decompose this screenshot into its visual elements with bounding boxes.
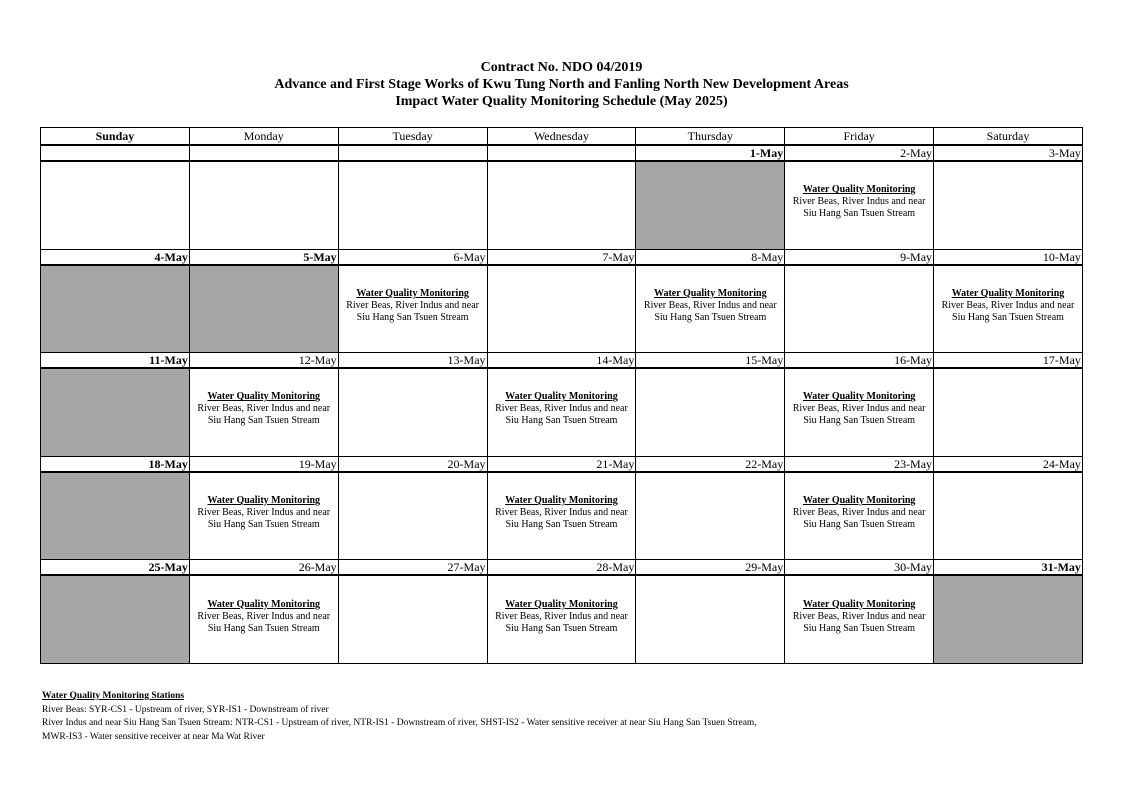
event-location: Siu Hang San Tsuen Stream — [505, 415, 618, 427]
day-cell — [785, 368, 934, 456]
day-cell — [636, 265, 785, 353]
event-location: River Beas, River Indus and near — [792, 196, 926, 208]
date-cell: 31-May — [934, 560, 1083, 576]
date-cell: 3-May — [934, 145, 1083, 161]
event-location: Siu Hang San Tsuen Stream — [505, 622, 618, 634]
date-cell: 30-May — [785, 560, 934, 576]
day-cell-no-work — [41, 368, 190, 456]
date-cell: 20-May — [338, 456, 487, 472]
event-location: River Beas, River Indus and near — [197, 610, 331, 622]
date-cell: 21-May — [487, 456, 636, 472]
weekday-monday: Monday — [189, 128, 338, 146]
date-cell: 16-May — [785, 353, 934, 369]
date-cell: 15-May — [636, 353, 785, 369]
date-cell: 14-May — [487, 353, 636, 369]
event-location: River Beas, River Indus and near — [346, 299, 479, 311]
day-cell — [785, 161, 934, 249]
date-cell: 25-May — [41, 560, 190, 576]
event-location: Siu Hang San Tsuen Stream — [207, 519, 320, 531]
event-location: River Beas, River Indus and near — [792, 507, 926, 519]
monitoring-event — [785, 391, 933, 433]
day-cell — [487, 368, 636, 456]
day-cell — [934, 265, 1083, 353]
date-cell: 17-May — [934, 353, 1083, 369]
date-cell: 4-May — [41, 249, 190, 265]
event-title: Water Quality Monitoring — [505, 598, 618, 610]
monitoring-event — [339, 288, 487, 330]
day-cell — [189, 368, 338, 456]
date-cell — [487, 145, 636, 161]
event-title: Water Quality Monitoring — [356, 287, 469, 299]
weekday-saturday: Saturday — [934, 128, 1083, 146]
day-cell — [338, 575, 487, 663]
date-cell — [338, 145, 487, 161]
week-row — [41, 265, 1083, 353]
day-cell — [487, 265, 636, 353]
date-cell: 2-May — [785, 145, 934, 161]
event-location: Siu Hang San Tsuen Stream — [803, 519, 916, 531]
day-cell — [338, 265, 487, 353]
week-row — [41, 161, 1083, 249]
day-cell — [189, 161, 338, 249]
event-title: Water Quality Monitoring — [951, 287, 1065, 299]
event-title: Water Quality Monitoring — [802, 184, 916, 196]
monitoring-event — [190, 495, 338, 537]
date-cell — [41, 145, 190, 161]
day-cell — [636, 472, 785, 560]
monitoring-event — [785, 184, 933, 226]
weekday-header-row — [41, 128, 1083, 146]
legend-line: River Indus and near Siu Hang San Tsuen Stream: NTR-CS1 - Upstream of river, NTR-IS1 - Downstream of river, SHST-IS2 - Water sensitive receiver at near Siu Hang San Tsuen Stream, — [42, 718, 757, 728]
event-title: Water Quality Monitoring — [654, 287, 767, 299]
event-title: Water Quality Monitoring — [505, 495, 618, 507]
event-location: Siu Hang San Tsuen Stream — [803, 208, 916, 220]
day-cell — [636, 575, 785, 663]
date-cell: 7-May — [487, 249, 636, 265]
event-title: Water Quality Monitoring — [207, 598, 321, 610]
event-location: Siu Hang San Tsuen Stream — [505, 519, 618, 531]
day-cell — [487, 472, 636, 560]
monitoring-event — [190, 391, 338, 433]
date-cell: 23-May — [785, 456, 934, 472]
day-cell — [785, 265, 934, 353]
day-cell — [487, 575, 636, 663]
weekday-thursday: Thursday — [636, 128, 785, 146]
date-row — [41, 353, 1083, 369]
event-location: River Beas, River Indus and near — [495, 507, 628, 519]
project-title: Advance and First Stage Works of Kwu Tung North and Fanling North New Development Areas — [274, 77, 849, 92]
day-cell-no-work — [189, 265, 338, 353]
event-location: River Beas, River Indus and near — [792, 610, 926, 622]
date-row — [41, 456, 1083, 472]
event-location: Siu Hang San Tsuen Stream — [803, 622, 916, 634]
event-title: Water Quality Monitoring — [802, 391, 916, 403]
day-cell — [189, 472, 338, 560]
event-location: Siu Hang San Tsuen Stream — [654, 311, 767, 323]
date-cell: 26-May — [189, 560, 338, 576]
date-cell: 10-May — [934, 249, 1083, 265]
legend-heading: Water Quality Monitoring Stations — [42, 691, 185, 701]
event-title: Water Quality Monitoring — [802, 495, 916, 507]
event-location: River Beas, River Indus and near — [643, 299, 777, 311]
date-row — [41, 145, 1083, 161]
weekday-wednesday: Wednesday — [487, 128, 636, 146]
day-cell — [189, 575, 338, 663]
event-location: Siu Hang San Tsuen Stream — [207, 415, 320, 427]
event-location: River Beas, River Indus and near — [197, 403, 331, 415]
date-cell: 22-May — [636, 456, 785, 472]
week-row — [41, 575, 1083, 663]
date-cell: 12-May — [189, 353, 338, 369]
date-row — [41, 560, 1083, 576]
day-cell — [934, 368, 1083, 456]
schedule-title: Impact Water Quality Monitoring Schedule (May 2025) — [395, 94, 728, 109]
day-cell-no-work — [41, 265, 190, 353]
date-cell: 9-May — [785, 249, 934, 265]
weekday-sunday: Sunday — [41, 128, 190, 146]
event-location: River Beas, River Indus and near — [197, 507, 331, 519]
monitoring-event — [785, 495, 933, 537]
contract-number: Contract No. NDO 04/2019 — [480, 60, 643, 75]
event-title: Water Quality Monitoring — [505, 391, 618, 403]
day-cell — [934, 472, 1083, 560]
date-cell: 19-May — [189, 456, 338, 472]
day-cell — [338, 472, 487, 560]
monitoring-event — [488, 495, 636, 537]
event-location: River Beas, River Indus and near — [941, 299, 1075, 311]
date-cell: 1-May — [636, 145, 785, 161]
week-row — [41, 472, 1083, 560]
week-row — [41, 368, 1083, 456]
monitoring-event — [488, 599, 636, 641]
monitoring-calendar — [40, 127, 1083, 664]
day-cell — [785, 472, 934, 560]
monitoring-event — [934, 288, 1082, 330]
date-cell: 5-May — [189, 249, 338, 265]
event-title: Water Quality Monitoring — [207, 495, 321, 507]
event-location: Siu Hang San Tsuen Stream — [803, 415, 916, 427]
legend-line: River Beas: SYR-CS1 - Upstream of river, SYR-IS1 - Downstream of river — [42, 704, 329, 715]
day-cell — [934, 161, 1083, 249]
legend-line: MWR-IS3 - Water sensitive receiver at near Ma Wat River — [42, 731, 265, 742]
date-row — [41, 249, 1083, 265]
event-location: Siu Hang San Tsuen Stream — [207, 622, 320, 634]
day-cell — [636, 368, 785, 456]
date-cell: 18-May — [41, 456, 190, 472]
day-cell — [41, 161, 190, 249]
day-cell — [487, 161, 636, 249]
day-cell-no-work — [636, 161, 785, 249]
date-cell: 24-May — [934, 456, 1083, 472]
weekday-tuesday: Tuesday — [338, 128, 487, 146]
event-title: Water Quality Monitoring — [802, 598, 916, 610]
date-cell: 13-May — [338, 353, 487, 369]
stations-legend — [42, 690, 1102, 744]
day-cell-no-work — [934, 575, 1083, 663]
day-cell — [338, 368, 487, 456]
event-location: River Beas, River Indus and near — [792, 403, 926, 415]
event-location: River Beas, River Indus and near — [495, 403, 628, 415]
date-cell: 11-May — [41, 353, 190, 369]
monitoring-event — [190, 599, 338, 641]
event-location: Siu Hang San Tsuen Stream — [952, 311, 1064, 323]
date-cell: 28-May — [487, 560, 636, 576]
date-cell: 29-May — [636, 560, 785, 576]
event-title: Water Quality Monitoring — [207, 391, 321, 403]
day-cell-no-work — [41, 575, 190, 663]
day-cell-no-work — [41, 472, 190, 560]
document-header — [0, 59, 1123, 110]
date-cell: 6-May — [338, 249, 487, 265]
event-location: River Beas, River Indus and near — [495, 610, 628, 622]
monitoring-event — [488, 391, 636, 433]
monitoring-event — [636, 288, 784, 330]
day-cell — [785, 575, 934, 663]
date-cell — [189, 145, 338, 161]
monitoring-event — [785, 599, 933, 641]
date-cell: 8-May — [636, 249, 785, 265]
date-cell: 27-May — [338, 560, 487, 576]
event-location: Siu Hang San Tsuen Stream — [356, 311, 469, 323]
weekday-friday: Friday — [785, 128, 934, 146]
day-cell — [338, 161, 487, 249]
